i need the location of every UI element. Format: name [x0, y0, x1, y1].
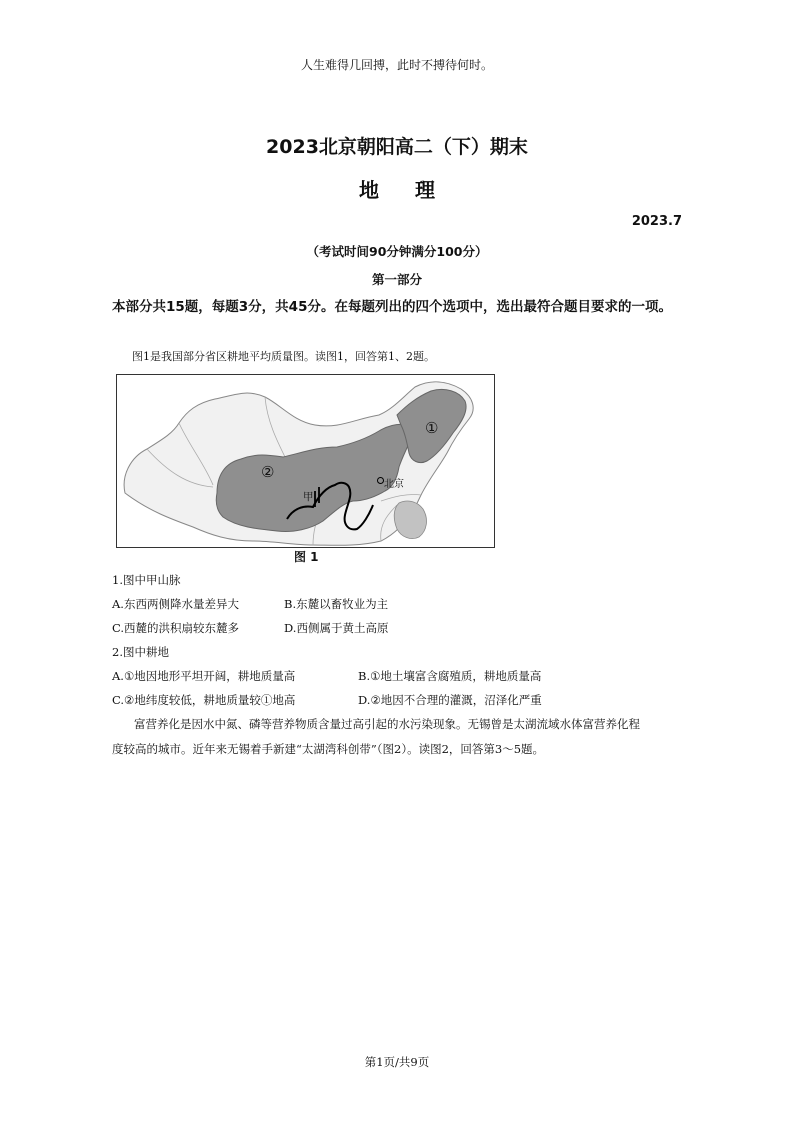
- question-2-option-b: B.①地土壤富含腐殖质，耕地质量高: [358, 669, 542, 683]
- question-1-stem: 1.图中甲山脉: [112, 573, 181, 587]
- question-1-option-c: C.西麓的洪积扇较东麓多: [112, 621, 240, 635]
- marker-jia: 甲: [303, 491, 314, 503]
- exam-title: 2023北京朝阳高二（下）期末: [266, 136, 528, 158]
- marker-beijing: 北京: [384, 479, 404, 490]
- beijing-dot: [377, 477, 384, 484]
- shaded-region-east: [394, 501, 426, 539]
- question-1-option-a: A.东西两侧降水量差异大: [112, 597, 239, 611]
- exam-date: 2023.7: [631, 214, 682, 229]
- question-2-option-d: D.②地因不合理的灌溉，沼泽化严重: [358, 693, 542, 707]
- passage-line-2: 度较高的城市。近年来无锡着手新建“太湖湾科创带”（图2）。读图2，回答第3～5题。: [112, 742, 545, 756]
- question-1-option-b: B.东麓以畜牧业为主: [284, 597, 389, 611]
- passage-line-1: 富营养化是因水中氮、磷等营养物质含量过高引起的水污染现象。无锡曾是太湖流域水体富营养化程: [134, 717, 640, 731]
- exam-subject: 地理: [359, 178, 471, 202]
- part-title: 第一部分: [371, 272, 422, 287]
- page-footer: 第1页/共9页: [364, 1055, 430, 1069]
- question-1-option-d: D.西侧属于黄土高原: [284, 621, 389, 635]
- figure1-label: 图 1: [294, 550, 319, 564]
- figure1-intro: 图1是我国部分省区耕地平均质量图。读图1，回答第1、2题。: [132, 350, 435, 363]
- question-2-option-a: A.①地因地形平坦开阔，耕地质量高: [112, 669, 296, 683]
- question-2-option-c: C.②地纬度较低，耕地质量较①地高: [112, 693, 296, 707]
- marker-two: ②: [261, 463, 275, 481]
- figure1-map: [116, 374, 495, 548]
- marker-one: ①: [425, 419, 439, 437]
- header-slogan: 人生难得几回搏，此时不搏待何时。: [300, 58, 493, 72]
- exam-info: （考试时间90分钟满分100分）: [306, 244, 488, 259]
- part-instructions: 本部分共15题，每题3分，共45分。在每题列出的四个选项中，选出最符合题目要求的一项。: [112, 299, 672, 315]
- question-2-stem: 2.图中耕地: [112, 645, 169, 659]
